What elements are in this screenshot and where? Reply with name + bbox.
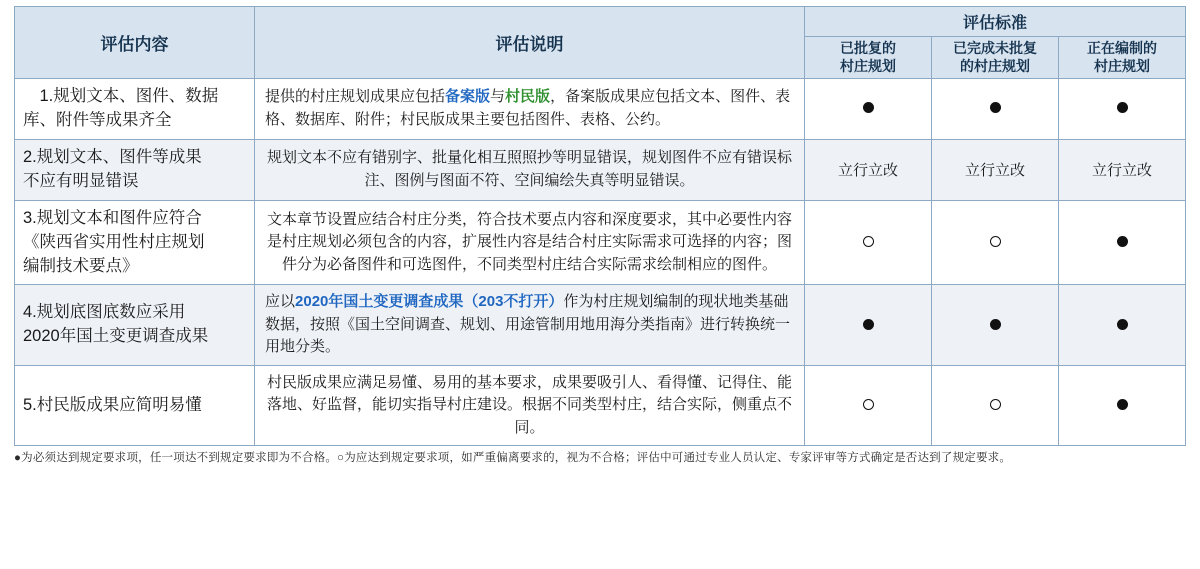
row-title-line: 5.村民版成果应简明易懂 — [23, 395, 202, 414]
table-row — [15, 365, 1186, 446]
criteria-text: 立行立改 — [964, 162, 1025, 180]
criteria-cell — [805, 79, 932, 140]
open-circle-icon — [990, 236, 1001, 247]
description-segment: 作为村庄规划编制的现状地类基础数据，按照《国土空间调查、规划、用途管制用地用海分类指南》进行转换统一用地分类。 — [265, 293, 791, 356]
description-segment: 文本章节设置应结合村庄分类，符合技术要点内容和深度要求，其中必要性内容是村庄规划必须包含的内容，扩展性内容是结合村庄实际需求可选择的内容；图件分为必备图件和可选图件，不同类型村庄结合实际需求绘制相应的图件。 — [266, 210, 792, 273]
criteria-text: 立行立改 — [837, 162, 898, 180]
filled-circle-icon — [1117, 236, 1128, 247]
description-segment: 应以 — [265, 293, 296, 311]
criteria-cell — [932, 285, 1059, 366]
row-title-line: 3.规划文本和图件应符合 — [23, 208, 202, 227]
row-title — [15, 200, 255, 285]
criteria-approved-line2: 村庄规划 — [840, 57, 896, 74]
criteria-cell — [932, 200, 1059, 285]
row-title-line: 编制技术要点》 — [23, 256, 139, 275]
criteria-approved-line1: 已批复的 — [840, 40, 896, 56]
table-row — [15, 139, 1186, 200]
filled-circle-icon — [863, 102, 874, 113]
criteria-cell — [1059, 139, 1186, 200]
description-segment: 村民版 — [505, 88, 551, 106]
criteria-cell — [1059, 365, 1186, 446]
table-body — [15, 79, 1186, 446]
criteria-cell — [1059, 285, 1186, 366]
row-title — [15, 365, 255, 446]
row-description — [255, 139, 805, 200]
header-content: 评估内容 — [15, 7, 255, 79]
open-circle-icon — [990, 399, 1001, 410]
filled-circle-icon — [1117, 319, 1128, 330]
row-title — [15, 79, 255, 140]
filled-circle-icon — [990, 319, 1001, 330]
filled-circle-icon — [863, 319, 874, 330]
filled-circle-icon — [1117, 102, 1128, 113]
row-title-line: 1.规划文本、图件、数据 — [23, 87, 219, 105]
criteria-inprogress-line1: 正在编制的 — [1087, 40, 1157, 56]
header-row-1 — [15, 7, 1186, 37]
criteria-cell — [805, 139, 932, 200]
row-title-line: 《陕西省实用性村庄规划 — [23, 232, 205, 251]
table-row — [15, 200, 1186, 285]
row-description — [255, 285, 805, 366]
header-description: 评估说明 — [255, 7, 805, 79]
evaluation-table — [14, 6, 1186, 446]
criteria-cell — [805, 200, 932, 285]
description-segment: 备案版 — [445, 88, 491, 106]
description-segment: ，备案版成果应包括文本、图件、表格、数据库、附件；村民版成果主要包括图件、表格、公约。 — [265, 88, 791, 128]
table-row — [15, 285, 1186, 366]
row-description — [255, 200, 805, 285]
criteria-inprogress-line2: 村庄规划 — [1094, 57, 1150, 74]
row-description — [255, 79, 805, 140]
header-criteria-approved — [805, 37, 932, 79]
header-criteria-group: 评估标准 — [805, 7, 1186, 37]
filled-circle-icon — [1117, 399, 1128, 410]
filled-circle-icon — [990, 102, 1001, 113]
header-criteria-in-progress — [1059, 37, 1186, 79]
row-title-line: 2020年国土变更调查成果 — [23, 327, 209, 346]
table-footnote: ●为必须达到规定要求项，任一项达不到规定要求即为不合格。○为应达到规定要求项，如严重偏离要求的，视为不合格；评估中可通过专业人员认定、专家评审等方式确定是否达到了规定要求。 — [14, 452, 1012, 465]
row-title-line: 库、附件等成果齐全 — [23, 110, 172, 129]
row-title — [15, 139, 255, 200]
table-row — [15, 79, 1186, 140]
criteria-completed-line2: 的村庄规划 — [960, 57, 1030, 74]
description-segment: 规划文本不应有错别字、批量化相互照照抄等明显错误，规划图件不应有错误标注、图例与图面不符、空间编绘失真等明显错误。 — [266, 149, 792, 189]
table-header — [15, 7, 1186, 79]
criteria-cell — [805, 365, 932, 446]
row-title — [15, 285, 255, 366]
header-criteria-completed-unapproved — [932, 37, 1059, 79]
row-title-line: 不应有明显错误 — [23, 171, 139, 190]
open-circle-icon — [863, 399, 874, 410]
criteria-cell — [1059, 200, 1186, 285]
criteria-cell — [1059, 79, 1186, 140]
description-segment: 与 — [490, 88, 506, 106]
criteria-cell — [932, 365, 1059, 446]
row-description — [255, 365, 805, 446]
criteria-cell — [805, 285, 932, 366]
description-segment: 村民版成果应满足易懂、易用的基本要求，成果要吸引人、看得懂、记得住、能落地、好监督，能切实指导村庄建设。根据不同类型村庄，结合实际，侧重点不同。 — [266, 373, 792, 436]
row-title-line: 2.规划文本、图件等成果 — [23, 147, 202, 166]
criteria-cell — [932, 139, 1059, 200]
description-segment: 2020年国土变更调查成果（203不打开） — [295, 293, 564, 311]
criteria-completed-line1: 已完成未批复 — [953, 40, 1037, 56]
row-title-line: 4.规划底图底数应采用 — [23, 303, 186, 322]
description-segment: 提供的村庄规划成果应包括 — [265, 88, 446, 106]
criteria-cell — [932, 79, 1059, 140]
open-circle-icon — [863, 236, 874, 247]
criteria-text: 立行立改 — [1092, 162, 1153, 180]
